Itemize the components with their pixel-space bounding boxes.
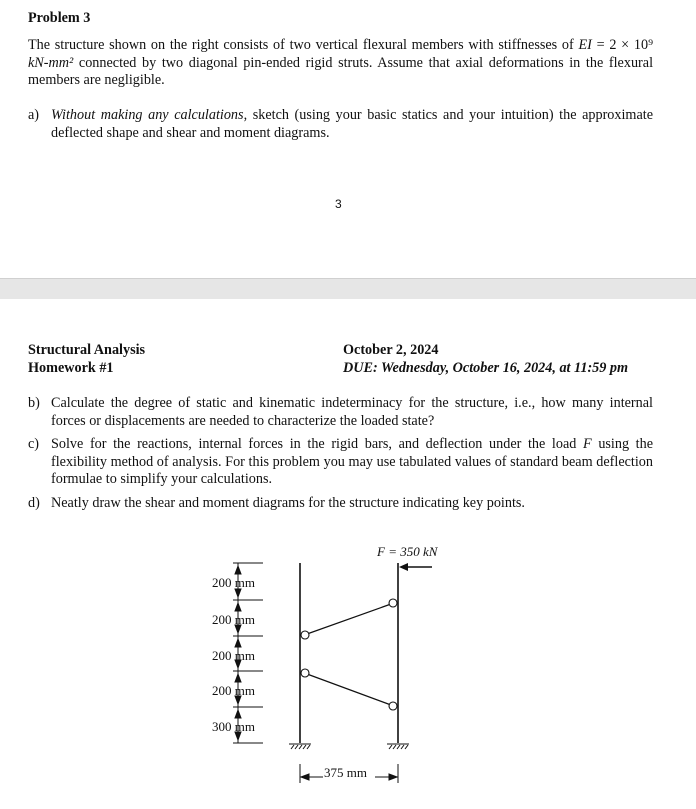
- problem-title: Problem 3: [28, 10, 91, 26]
- part-a-italic: Without making any calculations: [51, 107, 244, 123]
- spacing-label: 200 mm: [212, 648, 255, 663]
- spacing-label: 200 mm: [212, 575, 255, 590]
- left-fixed-support: [289, 744, 311, 749]
- course-name: Structural Analysis: [28, 342, 146, 358]
- part-a-text: , sketch (using your basic statics and your intuition) the approximate deflected shape and shear and moment diagrams.: [51, 107, 654, 141]
- ei-value: 2 × 10⁹: [609, 37, 654, 53]
- load-symbol: F: [583, 436, 592, 452]
- spacing-label: 200 mm: [212, 612, 255, 627]
- spacing-label: 300 mm: [212, 719, 255, 734]
- part-b-label: b): [28, 395, 40, 411]
- part-d-text: Neatly draw the shear and moment diagrams for the structure indicating key points.: [51, 495, 525, 511]
- part-c-label: c): [28, 436, 40, 452]
- part-c-text-1: Solve for the reactions, internal forces in the rigid bars, and deflection under the load: [51, 436, 577, 452]
- upper-strut: [307, 604, 391, 634]
- intro-text-3: connected by two diagonal pin-ended rigid struts. Assume that axial deformations in the flexural members are negligible.: [28, 54, 654, 88]
- pin-joint: [301, 669, 309, 677]
- pin-joint: [301, 631, 309, 639]
- part-c-text-2: using the flexibility method of analysis. For this problem you may use tabulated values of standard beam deflection formulae to simplify your calculations.: [51, 436, 654, 487]
- pin-joint: [389, 702, 397, 710]
- part-b-text: Calculate the degree of static and kinematic indeterminacy for the structure, i.e., how many internal forces or displacements are needed to characterize the loaded state?: [51, 395, 653, 429]
- lower-strut: [307, 674, 391, 705]
- right-fixed-support: [387, 744, 409, 749]
- ei-units: kN-mm²: [28, 54, 74, 71]
- assignment-name: Homework #1: [28, 359, 114, 376]
- width-label: 375 mm: [324, 765, 367, 780]
- ei-symbol: EI: [578, 37, 592, 53]
- intro-text-1: The structure shown on the right consists of two vertical flexural members with stiffnesses of: [28, 37, 574, 53]
- due-date: DUE: Wednesday, October 16, 2024, at 11:59 pm: [343, 359, 629, 376]
- part-a-label: a): [28, 107, 40, 123]
- load-label: F = 350 kN: [377, 544, 438, 559]
- part-d-label: d): [28, 495, 40, 511]
- page-number: 3: [335, 197, 342, 211]
- load-arrow-icon: [399, 563, 432, 571]
- pin-joint: [389, 599, 397, 607]
- intro-text-2: =: [596, 37, 605, 53]
- issue-date: October 2, 2024: [343, 342, 439, 358]
- spacing-label: 200 mm: [212, 683, 255, 698]
